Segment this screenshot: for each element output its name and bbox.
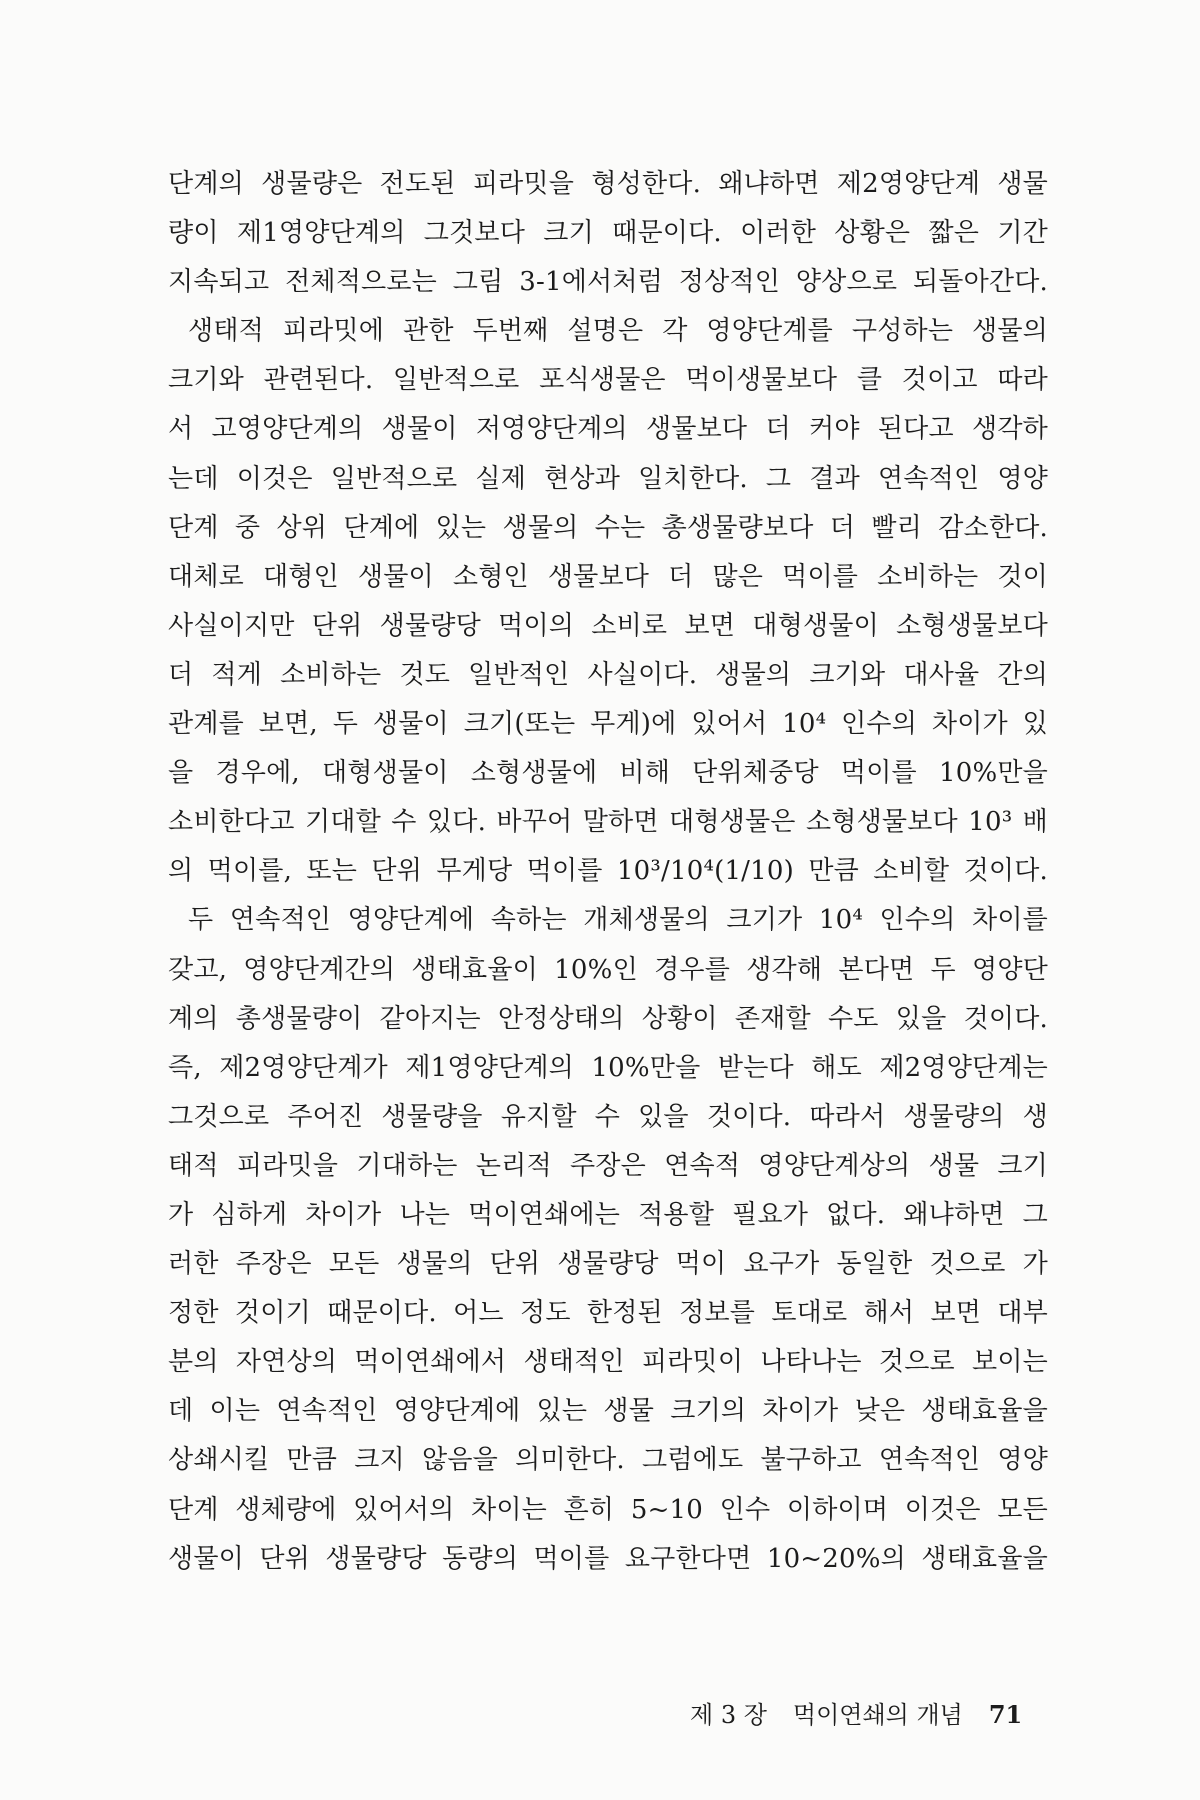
text-line: 태적 피라밋을 기대하는 논리적 주장은 연속적 영양단계상의 생물 크기 — [168, 1150, 1048, 1181]
text-line: 크기와 관련된다. 일반적으로 포식생물은 먹이생물보다 클 것이고 따라 — [168, 365, 1048, 396]
text-line: 단계 중 상위 단계에 있는 생물의 수는 총생물량보다 더 빨리 감소한다. — [168, 512, 1048, 543]
text-line: 데 이는 연속적인 영양단계에 있는 생물 크기의 차이가 낮은 생태효율을 — [168, 1396, 1048, 1427]
text-line: 그것으로 주어진 생물량을 유지할 수 있을 것이다. 따라서 생물량의 생 — [168, 1101, 1048, 1132]
text-line: 두 연속적인 영양단계에 속하는 개체생물의 크기가 10⁴ 인수의 차이를 — [188, 905, 1048, 936]
text-line: 서 고영양단계의 생물이 저영양단계의 생물보다 더 커야 된다고 생각하 — [168, 414, 1048, 445]
text-line: 러한 주장은 모든 생물의 단위 생물량당 먹이 요구가 동일한 것으로 가 — [168, 1249, 1048, 1280]
text-line: 분의 자연상의 먹이연쇄에서 생태적인 피라밋이 나타나는 것으로 보이는 — [168, 1347, 1048, 1378]
text-line: 의 먹이를, 또는 단위 무게당 먹이를 10³/10⁴(1/10) 만큼 소비할 것이다. — [168, 856, 1048, 887]
text-line: 소비한다고 기대할 수 있다. 바꾸어 말하면 대형생물은 소형생물보다 10³ 배 — [168, 807, 1048, 838]
chapter-label: 제 3 장 — [690, 1701, 767, 1729]
text-line: 계의 총생물량이 같아지는 안정상태의 상황이 존재할 수도 있을 것이다. — [168, 1003, 1048, 1034]
page-number: 71 — [988, 1700, 1023, 1729]
text-line: 즉, 제2영양단계가 제1영양단계의 10%만을 받는다 해도 제2영양단계는 — [168, 1052, 1048, 1083]
body-text — [168, 160, 1048, 1584]
text-line: 량이 제1영양단계의 그것보다 크기 때문이다. 이러한 상황은 짧은 기간 — [168, 218, 1048, 249]
running-footer — [690, 1695, 1050, 1730]
text-line: 대체로 대형인 생물이 소형인 생물보다 더 많은 먹이를 소비하는 것이 — [168, 561, 1048, 592]
text-line: 단계의 생물량은 전도된 피라밋을 형성한다. 왜냐하면 제2영양단계 생물 — [168, 169, 1048, 199]
text-line: 더 적게 소비하는 것도 일반적인 사실이다. 생물의 크기와 대사율 간의 — [168, 659, 1048, 690]
text-line: 사실이지만 단위 생물량당 먹이의 소비로 보면 대형생물이 소형생물보다 — [168, 610, 1048, 641]
text-line: 생태적 피라밋에 관한 두번째 설명은 각 영양단계를 구성하는 생물의 — [188, 316, 1048, 347]
text-line: 는데 이것은 일반적으로 실제 현상과 일치한다. 그 결과 연속적인 영양 — [168, 463, 1048, 494]
text-line: 상쇄시킬 만큼 크지 않음을 의미한다. 그럼에도 불구하고 연속적인 영양 — [168, 1445, 1048, 1476]
text-line: 단계 생체량에 있어서의 차이는 흔히 5~10 인수 이하이며 이것은 모든 — [168, 1494, 1048, 1525]
text-line: 가 심하게 차이가 나는 먹이연쇄에는 적용할 필요가 없다. 왜냐하면 그 — [168, 1199, 1048, 1230]
text-line: 갖고, 영양단계간의 생태효율이 10%인 경우를 생각해 본다면 두 영양단 — [168, 954, 1048, 985]
text-line: 생물이 단위 생물량당 동량의 먹이를 요구한다면 10~20%의 생태효율을 — [168, 1543, 1048, 1574]
text-line: 지속되고 전체적으로는 그림 3-1에서처럼 정상적인 양상으로 되돌아간다. — [168, 267, 1048, 298]
text-line: 관계를 보면, 두 생물이 크기(또는 무게)에 있어서 10⁴ 인수의 차이가 있 — [168, 709, 1048, 740]
chapter-title: 먹이연쇄의 개념 — [792, 1701, 963, 1729]
text-line: 을 경우에, 대형생물이 소형생물에 비해 단위체중당 먹이를 10%만을 — [168, 758, 1048, 789]
text-line: 정한 것이기 때문이다. 어느 정도 한정된 정보를 토대로 해서 보면 대부 — [168, 1298, 1048, 1329]
